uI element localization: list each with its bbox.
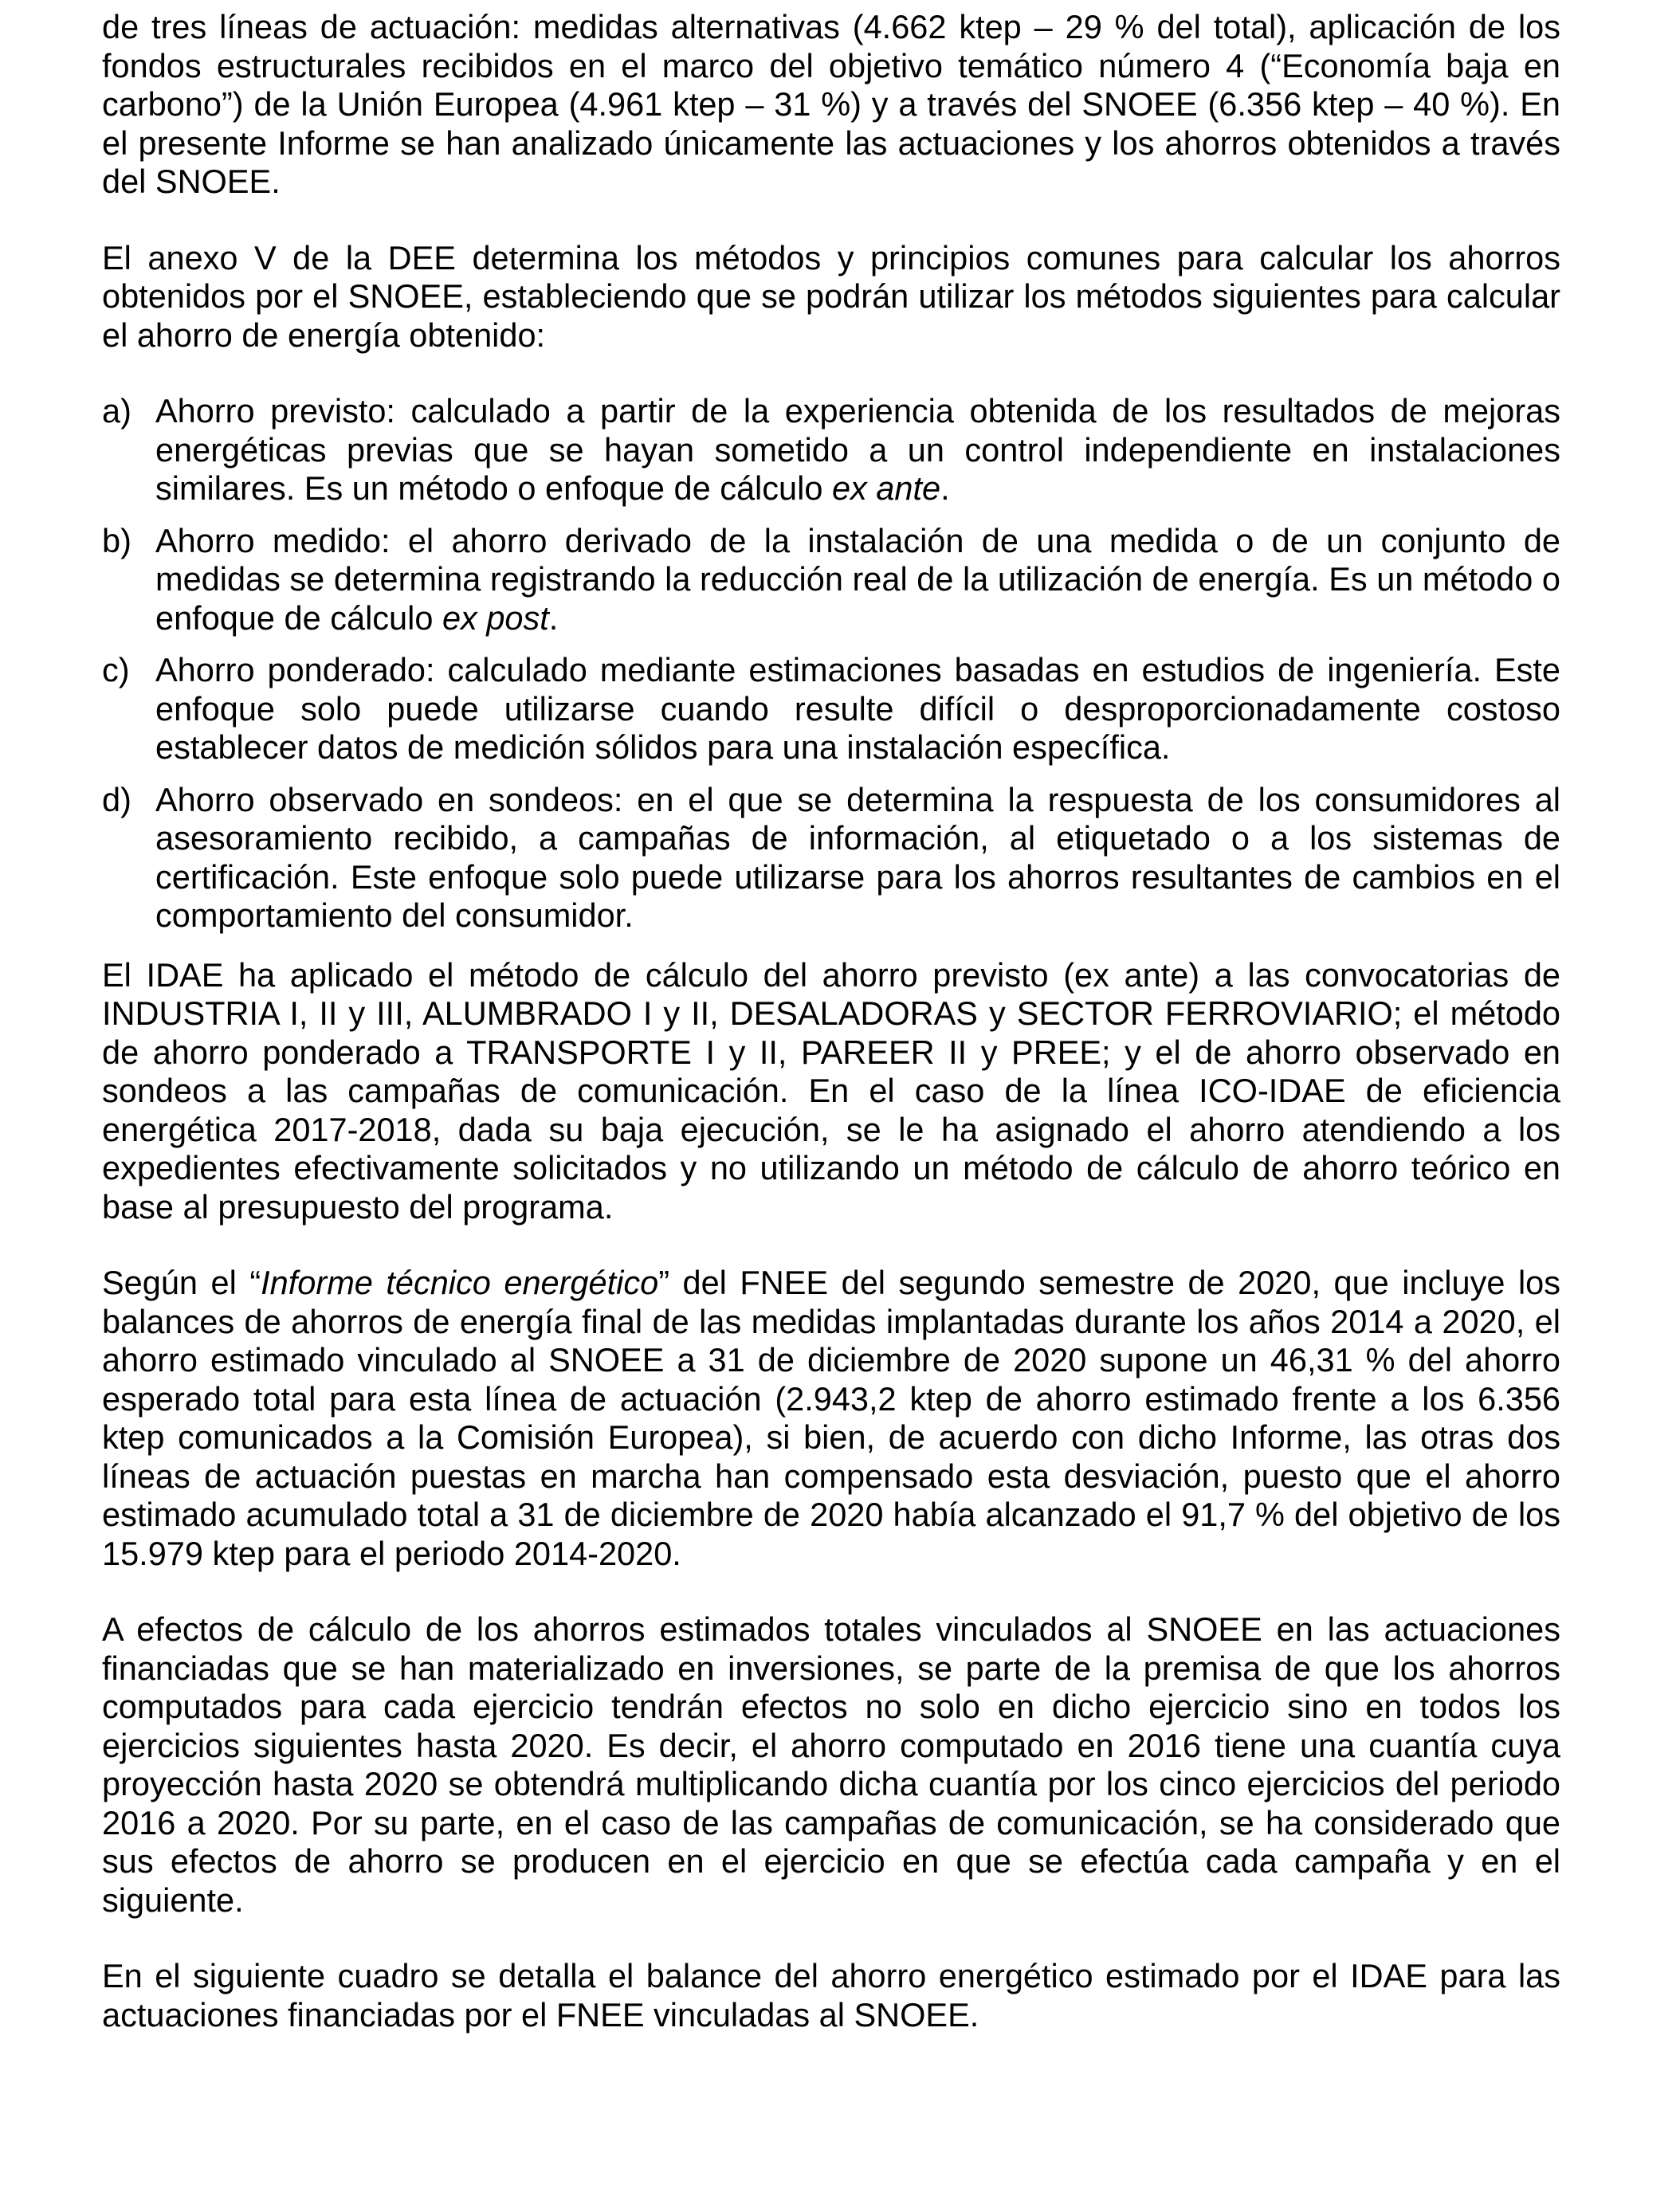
- list-item-end: .: [548, 598, 559, 637]
- list-item-text: Ahorro previsto: calculado a partir de la experiencia obtenida de los resultados de mejoras energéticas previas que se hayan sometido a un control independiente en instalaciones similares. Es un método o enfoque de cálculo: [155, 392, 1560, 507]
- list-item: [102, 781, 1560, 935]
- paragraph-idae-methods: El IDAE ha aplicado el método de cálculo del ahorro previsto (ex ante) a las convocatorias de INDUSTRIA I, II y III, ALUMBRADO I y II, DESALADORAS y SECTOR FERROVIARIO; el método de ahorro ponderado a TRANSPORTE I y II, PAREER II y PREE; y el de ahorro observado en sondeos a las campañas de comunicación. En el caso de la línea ICO-IDAE de eficiencia energética 2017-2018, dada su baja ejecución, se le ha asignado el ahorro atendiendo a los expedientes efectivamente solicitados y no utilizando un método de cálculo de ahorro teórico en base al presupuesto del programa.: [102, 955, 1560, 1226]
- paragraph-action-lines: de tres líneas de actuación: medidas alternativas (4.662 ktep – 29 % del total), aplicación de los fondos estructurales recibidos en el marco del objetivo temático número 4 (“Economía baja en carbono”) de la Unión Europea (4.961 ktep – 31 %) y a través del SNOEE (6.356 ktep – 40 %). En el presente Informe se han analizado únicamente las actuaciones y los ahorros obtenidos a través del SNOEE.: [102, 8, 1560, 200]
- report-title-emphasis: Informe técnico energético: [261, 1264, 659, 1301]
- list-item-end: .: [940, 469, 950, 507]
- document-page: [102, 0, 1560, 2034]
- list-item: [102, 392, 1560, 508]
- list-marker: c): [102, 651, 130, 688]
- list-marker: b): [102, 521, 131, 559]
- list-item: [102, 522, 1560, 638]
- list-item-text: Ahorro observado en sondeos: en el que se determina la respuesta de los consumidores al asesoramiento recibido, a campañas de información, al etiquetado o a los sistemas de certificación. Este enfoque solo puede utilizarse para los ahorros resultantes de cambios en el comportamiento del consumidor.: [155, 780, 1560, 934]
- list-item-text: Ahorro medido: el ahorro derivado de la instalación de una medida o de un conjunto de medidas se determina registrando la reducción real de la utilización de energía. Es un método o enfoque de cálculo: [155, 521, 1560, 637]
- paragraph-technical-report: [102, 1264, 1560, 1573]
- paragraph-table-intro: En el siguiente cuadro se detalla el balance del ahorro energético estimado por el IDAE para las actuaciones financiadas por el FNEE vinculadas al SNOEE.: [102, 1957, 1560, 2034]
- list-item-emphasis: ex post: [442, 598, 549, 637]
- list-marker: d): [102, 780, 131, 818]
- paragraph-annex-v: El anexo V de la DEE determina los métodos y principios comunes para calcular los ahorros obtenidos por el SNOEE, estableciendo que se podrán utilizar los métodos siguientes para calcular el ahorro de energía obtenido:: [102, 238, 1560, 354]
- text-run: Según el “: [102, 1264, 261, 1301]
- list-item: [102, 651, 1560, 767]
- methods-list: [102, 392, 1560, 935]
- list-item-text: Ahorro ponderado: calculado mediante estimaciones basadas en estudios de ingeniería. Este enfoque solo puede utilizarse cuando resulte difícil o desproporcionadamente costoso establecer datos de medición sólidos para una instalación específica.: [155, 651, 1560, 766]
- text-run: ” del FNEE del segundo semestre de 2020, que incluye los balances de ahorros de energía final de las medidas implantadas durante los años 2014 a 2020, el ahorro estimado vinculado al SNOEE a 31 de diciembre de 2020 supone un 46,31 % del ahorro esperado total para esta línea de actuación (2.943,2 ktep de ahorro estimado frente a los 6.356 ktep comunicados a la Comisión Europea), si bien, de acuerdo con dicho Informe, las otras dos líneas de actuación puestas en marcha han compensado esta desviación, puesto que el ahorro estimado acumulado total a 31 de diciembre de 2020 había alcanzado el 91,7 % del objetivo de los 15.979 ktep para el periodo 2014-2020.: [102, 1264, 1560, 1572]
- paragraph-savings-calculation: A efectos de cálculo de los ahorros estimados totales vinculados al SNOEE en las actuaciones financiadas que se han materializado en inversiones, se parte de la premisa de que los ahorros computados para cada ejercicio tendrán efectos no solo en dicho ejercicio sino en todos los ejercicios siguientes hasta 2020. Es decir, el ahorro computado en 2016 tiene una cuantía cuya proyección hasta 2020 se obtendrá multiplicando dicha cuantía por los cinco ejercicios del periodo 2016 a 2020. Por su parte, en el caso de las campañas de comunicación, se ha considerado que sus efectos de ahorro se producen en el ejercicio en que se efectúa cada campaña y en el siguiente.: [102, 1610, 1560, 1919]
- list-marker: a): [102, 392, 131, 429]
- list-item-emphasis: ex ante: [831, 469, 941, 507]
